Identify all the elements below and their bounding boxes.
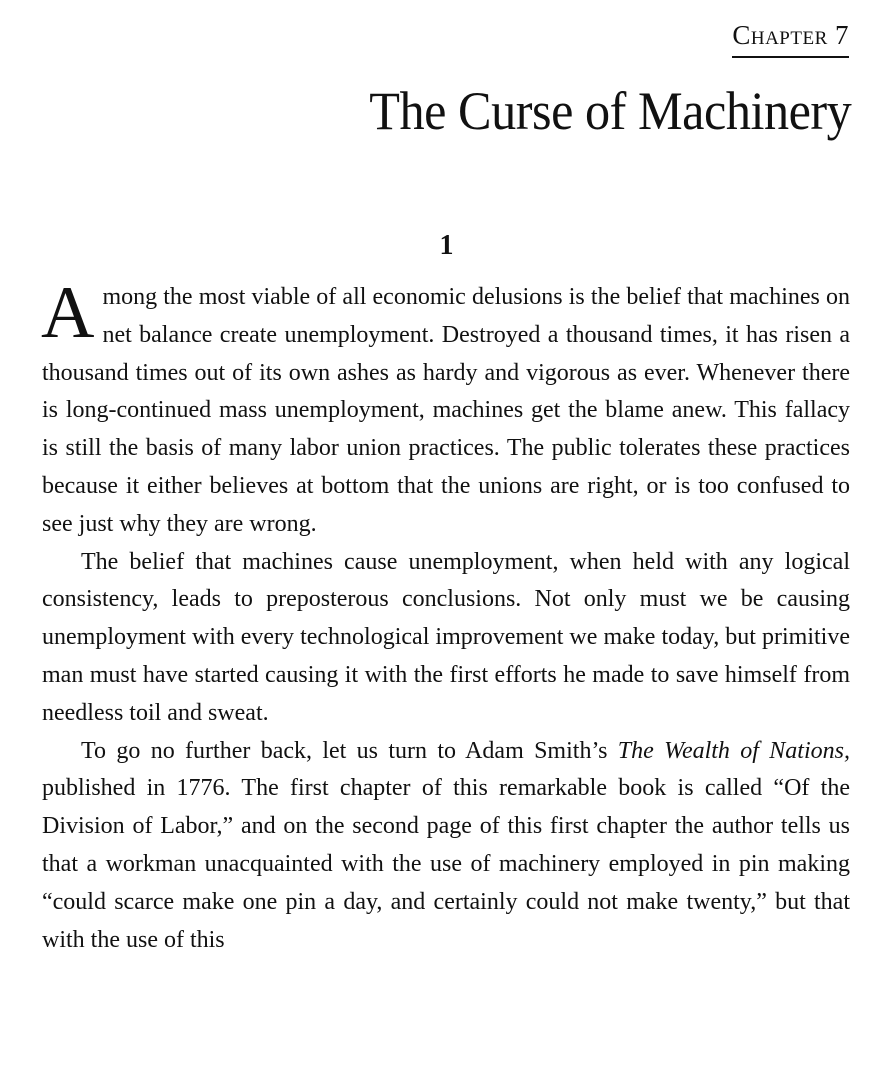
paragraph-1 <box>41 272 850 544</box>
paragraph-2: The belief that machines cause unemployment, when held with any logical consistency, leads to preposterous conclusions. Not only must we be causing unemployment with every technological improvement we make today, but primitive man must have started causing it with the first efforts he made to save himself from needless toil and sweat. <box>42 548 850 726</box>
paragraph-1-text: mong the most viable of all economic delusions is the belief that machines on net balance create unemployment. Destroyed a thousand times, it has risen a thousand times out of its own ashes as hardy and vigorous as ever. Whenever there is long-continued mass unemployment, machines get the blame anew. This fallacy is still the basis of many labor union practices. The public tolerates these practices because it either believes at bottom that the unions are right, or is too confused to see just why they are wrong. <box>42 284 850 537</box>
drop-cap: A <box>41 272 95 354</box>
book-title-italic: The Wealth of Nations, <box>617 737 850 764</box>
chapter-title: The Curse of Machinery <box>368 81 851 141</box>
section-number: 1 <box>439 230 454 261</box>
chapter-label: Chapter 7 <box>732 18 849 58</box>
paragraph-3-text-before: To go no further back, let us turn to Adam Smith’s <box>81 737 618 764</box>
paragraph-3-text-after: published in 1776. The first chapter of this remarkable book is called “Of the Division of Labor,” and on the second page of this first chapter the author tells us that a workman unacquainted with the use of machinery employed in pin making “could scarce make one pin a day, and certainly could not make twenty,” but that with the use of this <box>42 775 850 953</box>
paragraph-3 <box>42 733 850 960</box>
chapter-body <box>41 272 850 959</box>
